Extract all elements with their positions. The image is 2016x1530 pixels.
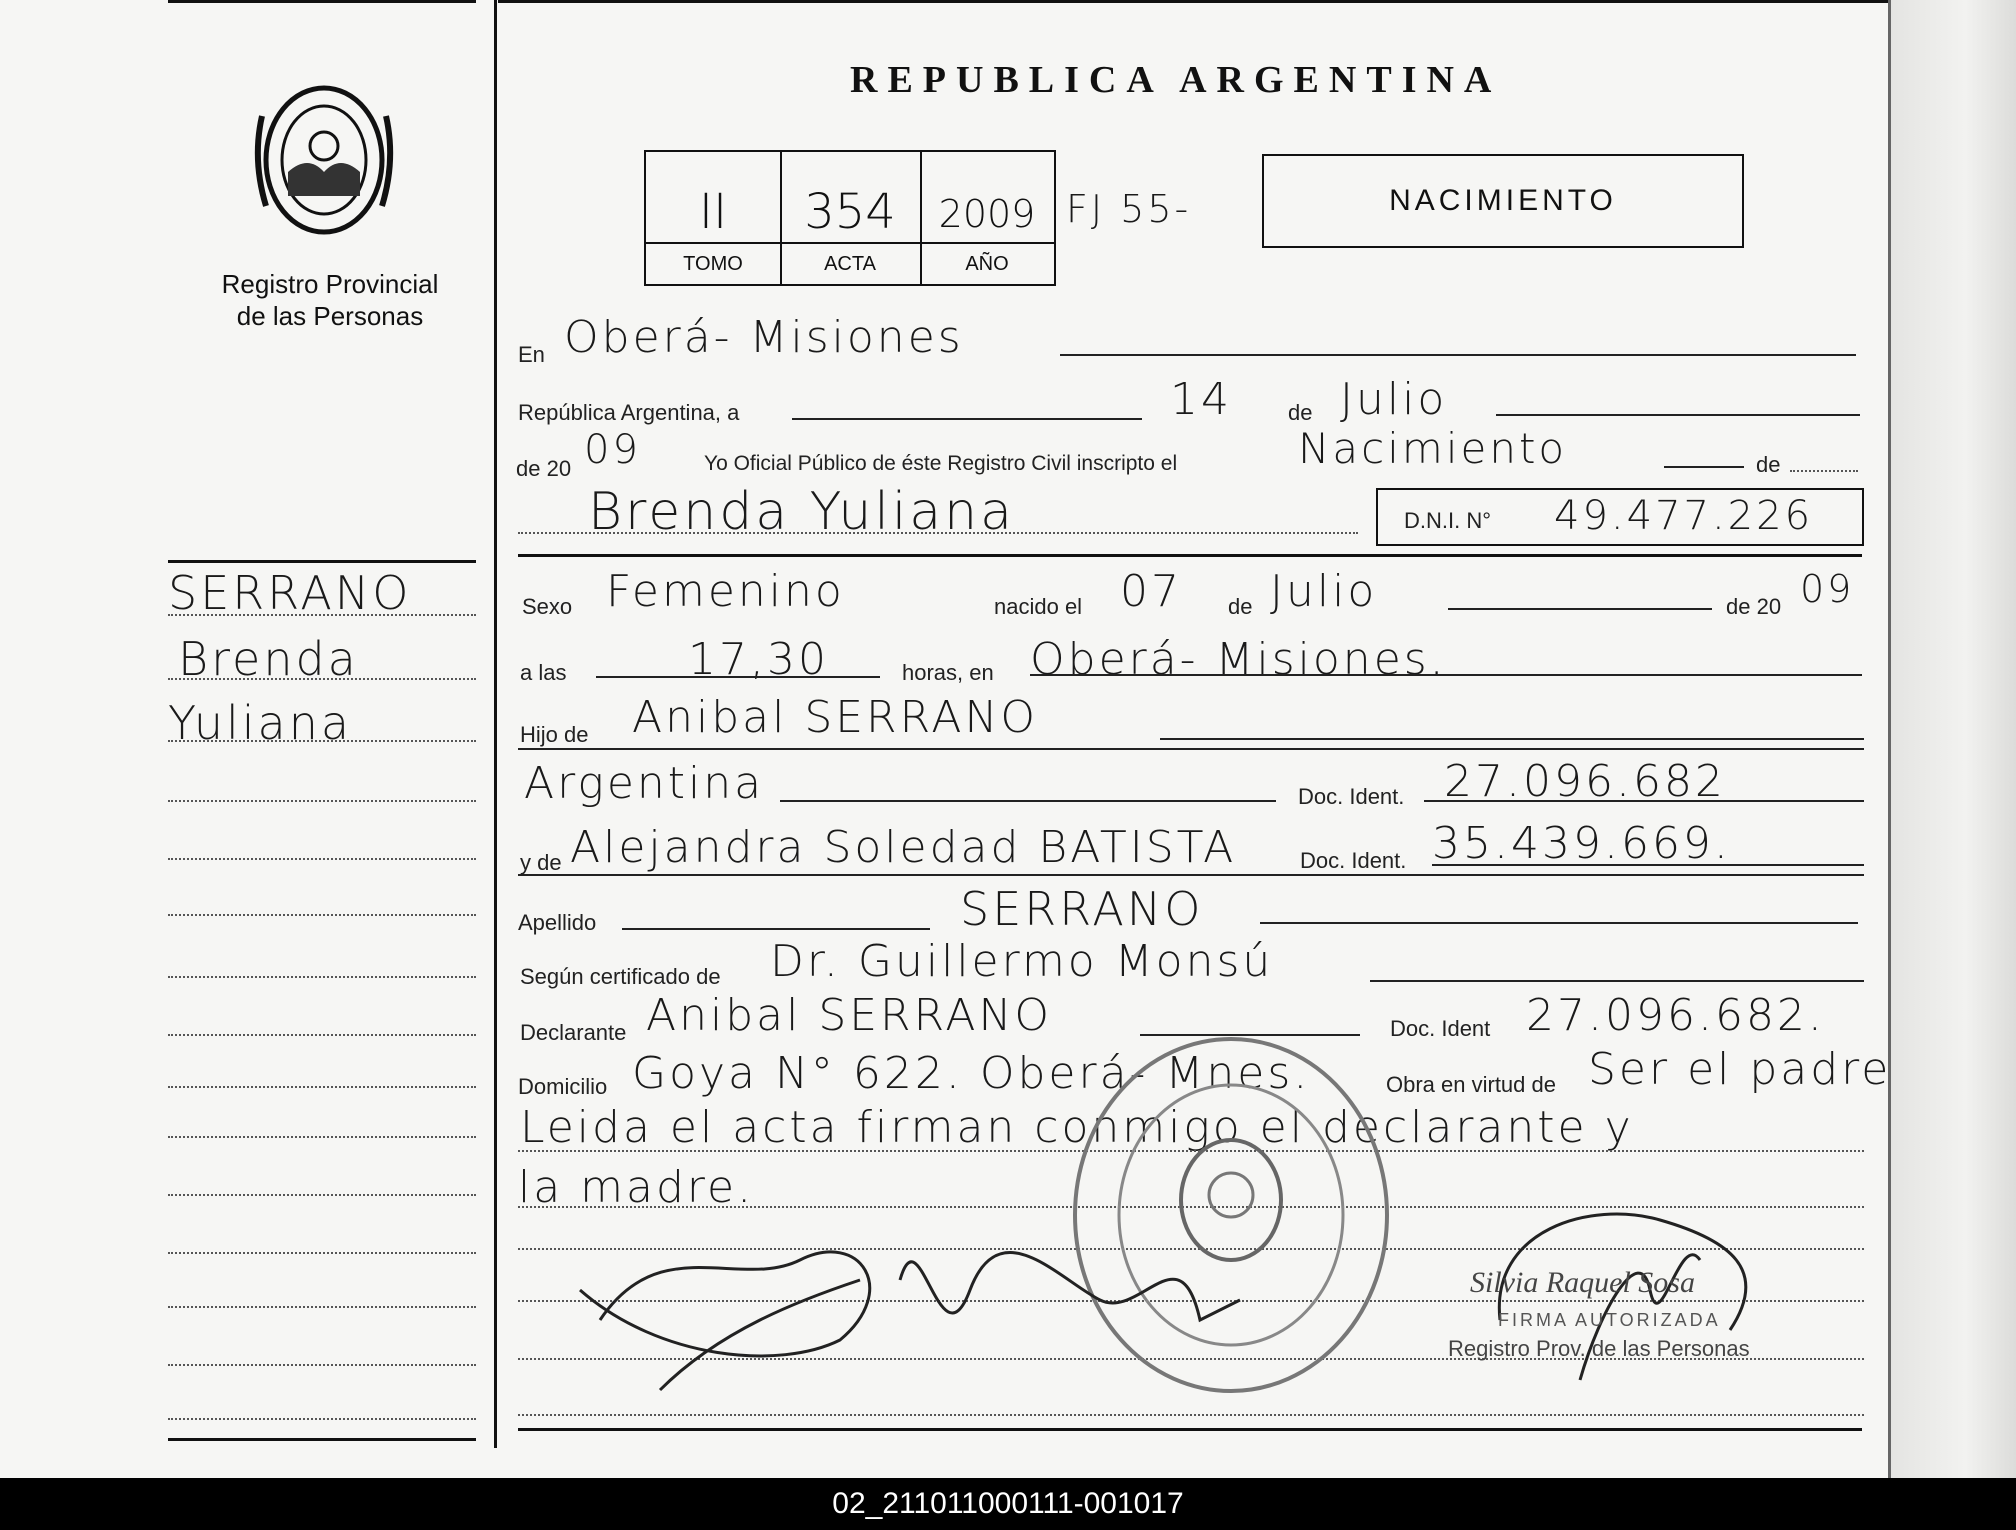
- margin-line: [168, 1306, 476, 1308]
- birth-place-line: [1030, 674, 1862, 676]
- mother-rule: [518, 874, 1864, 876]
- document-title: REPUBLICA ARGENTINA: [850, 59, 1502, 101]
- domicilio-label: Domicilio: [518, 1074, 608, 1099]
- sexo-label: Sexo: [522, 594, 573, 619]
- certificado-label: Según certificado de: [520, 964, 721, 989]
- hora-line: [596, 676, 880, 678]
- margin-line: [168, 1418, 476, 1420]
- registry-name: [180, 268, 480, 332]
- acta-cell: [780, 152, 922, 284]
- official-office: Registro Prov. de las Personas: [1448, 1336, 1750, 1361]
- scan-id-bar: [0, 1478, 2016, 1530]
- scan-id: 02_211011000111-001017: [832, 1487, 1184, 1520]
- margin-rule: [168, 560, 476, 563]
- declarante-label: Declarante: [520, 1020, 627, 1045]
- note-line-2: la madre.: [518, 1162, 755, 1213]
- doctor-name: Dr. Guillermo Monsú: [770, 936, 1274, 987]
- note-line-1: Leida el acta firman conmigo el declarante y: [520, 1102, 1634, 1153]
- registry-line-2: de las Personas: [236, 301, 424, 331]
- nacido-label: nacido el: [994, 594, 1083, 619]
- apellido-line-b: [1260, 922, 1858, 924]
- father-doc: 27.096.682: [1444, 756, 1726, 807]
- margin-line: [168, 858, 476, 860]
- left-top-rule: [168, 0, 476, 3]
- apellido-label: Apellido: [518, 910, 597, 935]
- obra-label: Obra en virtud de: [1386, 1072, 1556, 1097]
- sexo-value: Femenino: [606, 566, 845, 617]
- inscription-line: [1664, 466, 1744, 468]
- mother-doc: 35.439.669.: [1432, 818, 1731, 869]
- mother-doc-line: [1432, 864, 1864, 866]
- inscription-de: de: [1756, 452, 1781, 477]
- father-doc-line: [1424, 800, 1864, 802]
- mother-doc-label: Doc. Ident.: [1300, 848, 1407, 873]
- margin-line: [168, 800, 476, 802]
- margin-line: [168, 976, 476, 978]
- republica-line: [792, 418, 1142, 420]
- father-doc-label: Doc. Ident.: [1298, 784, 1405, 809]
- month-line: [1496, 414, 1860, 416]
- margin-second-name: Yuliana: [168, 696, 353, 750]
- next-page-edge: [1890, 0, 2016, 1478]
- tomo-label: TOMO: [683, 253, 743, 275]
- mother-name: Alejandra Soledad BATISTA: [570, 822, 1237, 873]
- margin-line: [168, 614, 476, 616]
- right-bottom-rule: [518, 1428, 1862, 1431]
- apellido-line-a: [622, 928, 930, 930]
- official-name: Silvia Raquel Sosa: [1470, 1266, 1695, 1299]
- margin-line: [168, 914, 476, 916]
- record-type: NACIMIENTO: [1262, 154, 1744, 248]
- dni-label: D.N.I. N°: [1404, 508, 1492, 533]
- obra-value: Ser el padre: [1588, 1044, 1892, 1095]
- month-value: Julio: [1340, 374, 1448, 425]
- margin-line: [168, 1252, 476, 1254]
- birth-de-label: de: [1228, 594, 1253, 619]
- official-text: Yo Oficial Público de éste Registro Civil inscripto el: [704, 452, 1178, 475]
- year-prefix: de 20: [516, 456, 572, 481]
- margin-line: [168, 1086, 476, 1088]
- section-rule: [518, 554, 1862, 557]
- provincial-seal-logo: [248, 76, 400, 244]
- father-line: [1160, 738, 1864, 740]
- margin-line: [168, 678, 476, 680]
- en-label: En: [518, 342, 545, 367]
- dni-value: 49.477.226: [1554, 493, 1814, 539]
- margin-first-name: Brenda: [178, 632, 359, 686]
- birth-day: 07: [1120, 566, 1182, 617]
- declarante-doc: 27.096.682.: [1526, 990, 1825, 1041]
- hijo-label: Hijo de: [520, 722, 589, 747]
- declarante-doc-label: Doc. Ident: [1390, 1016, 1491, 1041]
- horas-label: horas, en: [902, 660, 994, 685]
- declarante-value: Anibal SERRANO: [646, 990, 1053, 1041]
- madre-label: y de: [520, 850, 562, 875]
- signatures: [540, 1170, 1900, 1410]
- en-value: Oberá- Misiones: [564, 312, 964, 363]
- margin-line: [168, 1364, 476, 1366]
- left-bottom-rule: [168, 1438, 476, 1441]
- dni-box: [1376, 488, 1864, 546]
- tomo-cell: [646, 152, 782, 284]
- republica-label: República Argentina, a: [518, 400, 740, 425]
- surname-value: SERRANO: [960, 882, 1204, 936]
- margin-line: [168, 1194, 476, 1196]
- en-line: [1060, 354, 1856, 356]
- acta-value: 354: [804, 184, 896, 240]
- registry-line-1: Registro Provincial: [221, 269, 439, 299]
- de-label: de: [1288, 400, 1313, 425]
- hora-label: a las: [520, 660, 567, 685]
- margin-line: [168, 740, 476, 742]
- acta-label: ACTA: [824, 253, 876, 275]
- father-name: Anibal SERRANO: [632, 692, 1039, 743]
- father-nationality: Argentina: [524, 758, 765, 809]
- certificado-line: [1370, 980, 1864, 982]
- year-value: 09: [584, 427, 641, 473]
- anio-label: AÑO: [965, 253, 1009, 275]
- birth-month: Julio: [1270, 566, 1378, 617]
- note-rule: [518, 1414, 1864, 1416]
- nationality-line: [780, 800, 1276, 802]
- folio-note: FJ 55-: [1066, 187, 1192, 231]
- column-divider: [494, 0, 497, 1448]
- birth-year-prefix: de 20: [1726, 594, 1782, 619]
- birth-year: 09: [1800, 567, 1855, 611]
- tomo-value: II: [698, 184, 728, 240]
- margin-line: [168, 1136, 476, 1138]
- domicilio-value: Goya N° 622. Oberá- Mnes.: [632, 1048, 1311, 1099]
- official-title: FIRMA AUTORIZADA: [1498, 1310, 1721, 1330]
- anio-value: 2009: [938, 192, 1036, 236]
- margin-line: [168, 1034, 476, 1036]
- margin-surname: SERRANO: [168, 566, 412, 620]
- anio-cell: [920, 152, 1054, 284]
- inscription-dots: [1790, 470, 1858, 472]
- inscription-type: Nacimiento: [1298, 424, 1568, 473]
- registration-box: [644, 150, 1056, 286]
- day-value: 14: [1170, 374, 1232, 425]
- right-top-rule: [498, 0, 1888, 3]
- father-rule: [518, 748, 1864, 750]
- birth-place: Oberá- Misiones.: [1030, 634, 1447, 685]
- child-name: Brenda Yuliana: [588, 482, 1015, 542]
- hora-value: 17,30: [688, 634, 829, 685]
- birth-month-line: [1448, 608, 1712, 610]
